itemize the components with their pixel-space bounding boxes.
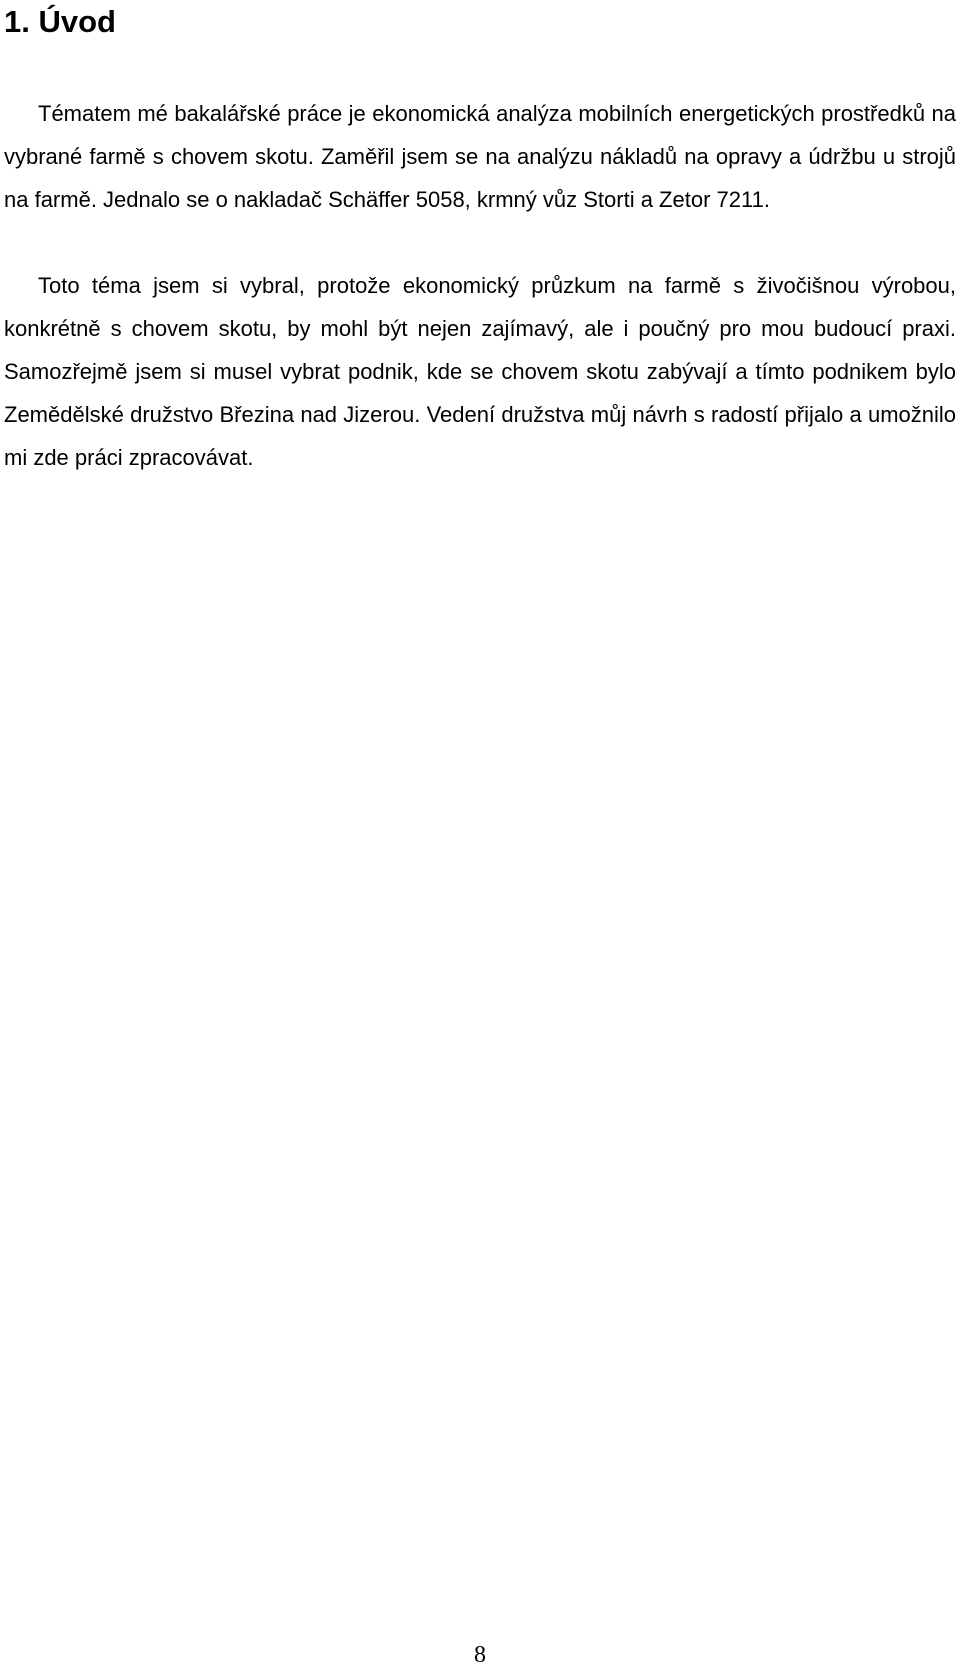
paragraph-motivation: Toto téma jsem si vybral, protože ekonomický průzkum na farmě s živočišnou výrobou, konkrétně s chovem skotu, by mohl být nejen zajímavý, ale i poučný pro mou budoucí praxi. Samozřejmě jsem si musel vybrat podnik, kde se chovem skotu zabývají a tímto podnikem bylo Zemědělské družstvo Březina nad Jizerou. Vedení družstva můj návrh s radostí přijalo a umožnilo mi zde práci zpracovávat.: [4, 273, 956, 470]
page-title: 1. Úvod: [4, 4, 116, 39]
paragraph-intro: Tématem mé bakalářské práce je ekonomická analýza mobilních energetických prostředků na vybrané farmě s chovem skotu. Zaměřil jsem se na analýzu nákladů na opravy a údržbu u strojů na farmě. Jednalo se o nakladač Schäffer 5058, krmný vůz Storti a Zetor 7211.: [4, 101, 956, 212]
page-number: 8: [474, 1642, 486, 1668]
